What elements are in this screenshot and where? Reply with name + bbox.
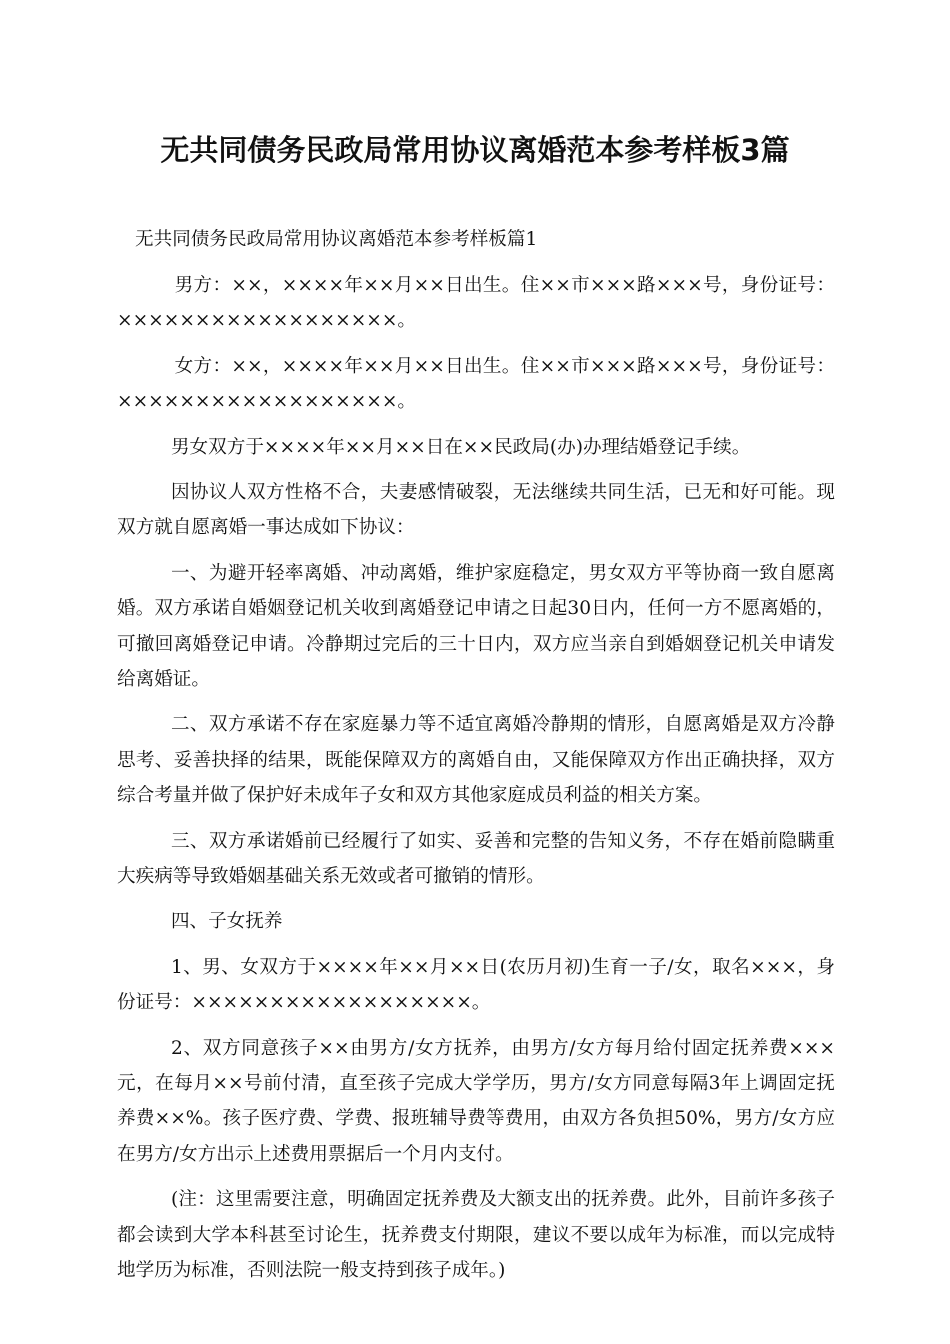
paragraph-clause-three: 三、双方承诺婚前已经履行了如实、妥善和完整的告知义务，不存在婚前隐瞒重大疾病等导致婚姻基础关系无效或者可撤销的情形。 (117, 830, 835, 887)
paragraph-female-party: 女方：××，××××年××月××日出生。住××市×××路×××号，身份证号：××××××××××××××××××。 (117, 355, 835, 412)
paragraph-clause-four-heading: 四、子女抚养 (170, 911, 283, 933)
document-title: 无共同债务民政局常用协议离婚范本参考样板3篇 (160, 133, 790, 167)
document-body (117, 222, 835, 1298)
paragraph-reason: 因协议人双方性格不合，夫妻感情破裂，无法继续共同生活，已无和好可能。现双方就自愿离婚一事达成如下协议： (117, 482, 835, 539)
paragraph-child-birth: 1、男、女双方于××××年××月××日(农历月初)生育一子/女，取名×××，身份证号：××××××××××××××××××。 (117, 957, 835, 1014)
section-subheading: 无共同债务民政局常用协议离婚范本参考样板篇1 (135, 229, 538, 250)
paragraph-child-support: 2、双方同意孩子××由男方/女方抚养，由男方/女方每月给付固定抚养费×××元，在每月××号前付清，直至孩子完成大学学历，男方/女方同意每隔3年上调固定抚养费××%。孩子医疗费、学费、报班辅导费等费用，由双方各负担50%，男方/女方应在男方/女方出示上述费用票据后一个月内支付。 (117, 1038, 835, 1165)
paragraph-note: (注：这里需要注意，明确固定抚养费及大额支出的抚养费。此外，目前许多孩子都会读到大学本科甚至讨论生，抚养费支付期限，建议不要以成年为标准，而以完成特地学历为标准，否则法院一般支持到孩子成年。) (117, 1189, 835, 1281)
paragraph-marriage-registration: 男女双方于××××年××月××日在××民政局(办)办理结婚登记手续。 (170, 436, 751, 458)
paragraph-male-party: 男方：××，××××年××月××日出生。住××市×××路×××号，身份证号：××××××××××××××××××。 (117, 274, 835, 331)
paragraph-clause-one: 一、为避开轻率离婚、冲动离婚，维护家庭稳定，男女双方平等协商一致自愿离婚。双方承诺自婚姻登记机关收到离婚登记申请之日起30日内，任何一方不愿离婚的，可撤回离婚登记申请。冷静期过完后的三十日内，双方应当亲自到婚姻登记机关申请发给离婚证。 (117, 563, 835, 690)
paragraph-clause-two: 二、双方承诺不存在家庭暴力等不适宜离婚冷静期的情形，自愿离婚是双方冷静思考、妥善抉择的结果，既能保障双方的离婚自由，又能保障双方作出正确抉择，双方综合考量并做了保护好未成年子女和双方其他家庭成员利益的相关方案。 (117, 714, 835, 806)
